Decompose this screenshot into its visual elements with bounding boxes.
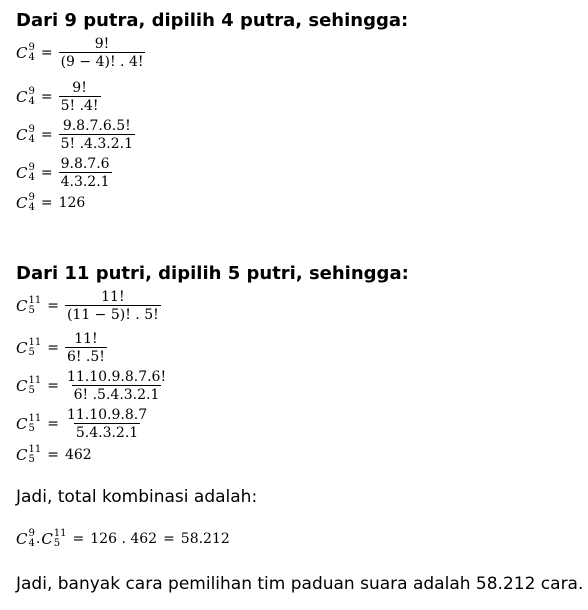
numerator: 11! xyxy=(101,289,125,305)
equals-sign: = xyxy=(40,45,53,61)
denominator: 5.4.3.2.1 xyxy=(75,425,139,441)
section2-heading: Dari 11 putri, dipilih 5 putri, sehingga: xyxy=(16,263,409,284)
fraction xyxy=(59,118,135,152)
total-value: 58.212 xyxy=(180,531,230,547)
equals-sign: = xyxy=(47,298,59,314)
fraction xyxy=(65,289,161,323)
numerator: 9.8.7.6.5! xyxy=(62,118,131,134)
numerator: 9! xyxy=(72,80,87,96)
result-value: 462 xyxy=(64,447,92,463)
combination-symbol: C 9 4 xyxy=(16,528,35,549)
equals-sign: = xyxy=(47,378,59,394)
equals-sign: = xyxy=(163,531,175,547)
section1-result xyxy=(16,193,85,213)
result-value: 126 xyxy=(58,195,86,211)
equals-sign: = xyxy=(47,447,59,463)
section2-step-3 xyxy=(16,369,168,403)
section2-step-4 xyxy=(16,407,149,441)
combination-symbol: C 9 4 xyxy=(16,86,35,107)
section1-step-4 xyxy=(16,156,112,190)
fraction xyxy=(65,331,107,365)
equals-sign: = xyxy=(40,127,53,143)
conclusion-text: Jadi, banyak cara pemilihan tim paduan suara adalah 58.212 cara. xyxy=(16,574,584,594)
fraction xyxy=(59,36,146,70)
equals-sign: = xyxy=(47,416,59,432)
combination-symbol: C 11 5 xyxy=(16,295,42,316)
equals-sign: = xyxy=(40,195,53,211)
fraction xyxy=(59,156,112,190)
fraction xyxy=(65,369,168,403)
combination-symbol: C 9 4 xyxy=(16,124,35,145)
total-equation xyxy=(16,529,230,549)
equals-sign: = xyxy=(40,165,53,181)
combination-symbol: C 11 5 xyxy=(16,413,42,434)
equals-sign: = xyxy=(72,531,85,547)
combination-symbol: C 11 5 xyxy=(41,528,67,549)
numerator: 11.10.9.8.7 xyxy=(66,407,148,423)
equals-sign: = xyxy=(40,89,53,105)
section2-step-1 xyxy=(16,289,161,323)
combination-symbol: C 11 5 xyxy=(16,337,42,358)
numerator: 11! xyxy=(74,331,98,347)
total-intro: Jadi, total kombinasi adalah: xyxy=(16,487,258,507)
numerator: 9! xyxy=(94,36,110,52)
section1-step-3 xyxy=(16,118,135,152)
section1-heading: Dari 9 putra, dipilih 4 putra, sehingga: xyxy=(16,10,409,31)
section2-step-2 xyxy=(16,331,107,365)
combination-symbol: C 11 5 xyxy=(16,444,42,465)
section1-step-1 xyxy=(16,36,145,70)
multiply-dot: . xyxy=(35,531,41,547)
numerator: 9.8.7.6 xyxy=(60,156,110,172)
denominator: 6! .5.4.3.2.1 xyxy=(73,387,160,403)
fraction xyxy=(59,80,101,114)
denominator: 6! .5! xyxy=(66,349,105,365)
equals-sign: = xyxy=(47,340,59,356)
denominator: 5! .4! xyxy=(60,98,99,114)
fraction xyxy=(65,407,149,441)
denominator: (9 − 4)! . 4! xyxy=(60,54,144,70)
denominator: (11 − 5)! . 5! xyxy=(66,307,159,323)
section1-step-2 xyxy=(16,80,101,114)
section2-result xyxy=(16,445,92,465)
combination-symbol: C 9 4 xyxy=(16,192,35,213)
product-expression: 126 . 462 xyxy=(90,531,158,547)
combination-symbol: C 9 4 xyxy=(16,162,35,183)
combination-symbol: C 9 4 xyxy=(16,42,35,63)
combination-symbol: C 11 5 xyxy=(16,375,42,396)
denominator: 5! .4.3.2.1 xyxy=(60,136,134,152)
denominator: 4.3.2.1 xyxy=(60,174,110,190)
numerator: 11.10.9.8.7.6! xyxy=(66,369,167,385)
